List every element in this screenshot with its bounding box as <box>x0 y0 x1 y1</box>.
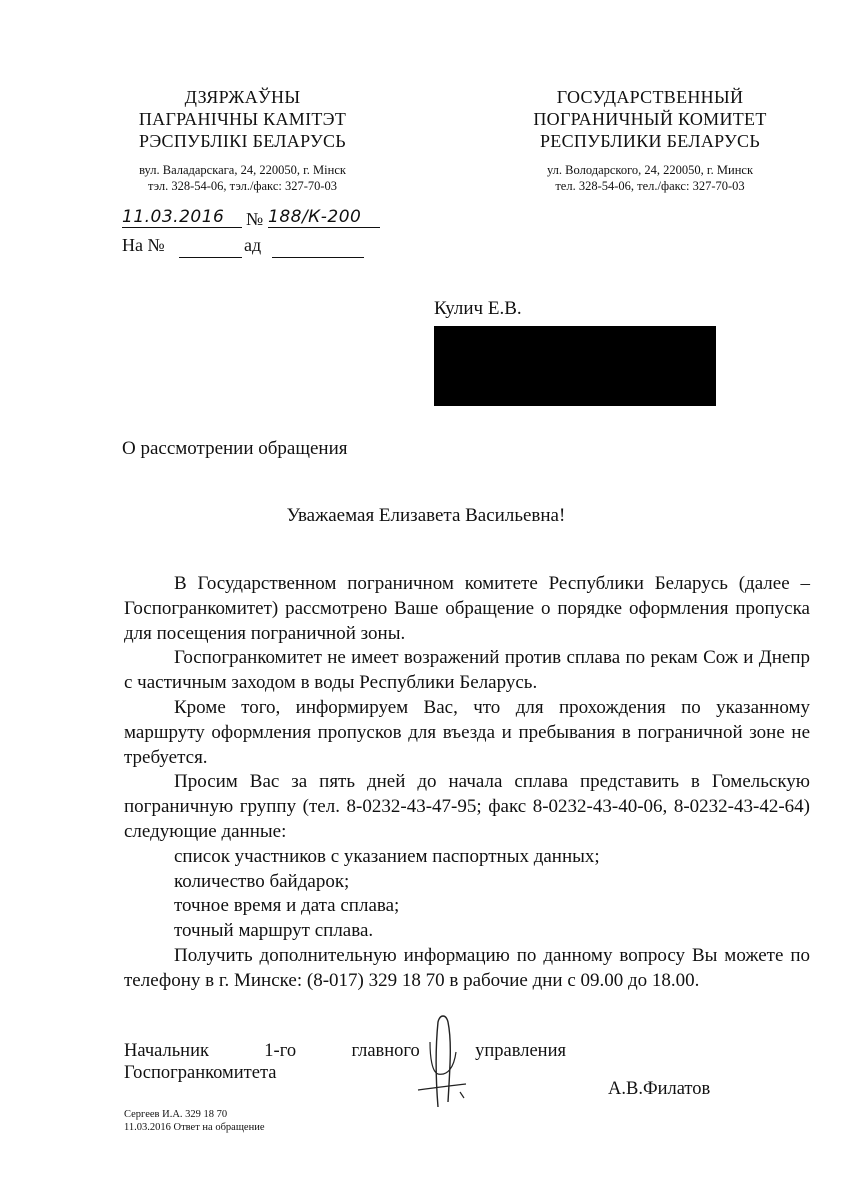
registration-number: 188/К-200 <box>268 207 380 228</box>
executor-date-file: 11.03.2016 Ответ на обращение <box>124 1122 265 1133</box>
paragraph-4: Просим Вас за пять дней до начала сплава представить в Гомельскую пограничную группу (тел. 8-0232-43-47-95; факс 8-0232-43-40-06, 8-0232-43-42-64) следующие данные: <box>124 771 810 842</box>
header-belarusian <box>110 86 375 194</box>
org-name-by-line3: РЭСПУБЛІКІ БЕЛАРУСЬ <box>139 131 346 151</box>
paragraph-2: Госпогранкомитет не имеет возражений против сплава по рекам Сож и Днепр с частичным заходом в воды Республики Беларусь. <box>124 647 810 694</box>
subject-line: О рассмотрении обращения <box>122 438 348 459</box>
paragraph-1: В Государственном пограничном комитете Республики Беларусь (далее – Госпогранкомитет) рассмотрено Ваше обращение о порядке оформления пропуска для посещения пограничной зоны. <box>124 573 810 644</box>
signatory-title-line1: Начальник 1-го главного управления <box>124 1041 566 1061</box>
registration-date: 11.03.2016 <box>122 207 242 228</box>
redacted-address <box>434 326 716 406</box>
salutation: Уважаемая Елизавета Васильевна! <box>286 505 566 526</box>
reference-from-label: ад <box>244 235 262 255</box>
reference-label: На № <box>122 235 165 255</box>
recipient-name: Кулич Е.В. <box>434 298 522 319</box>
number-sign: № <box>246 209 264 229</box>
letter-body <box>124 572 810 994</box>
org-name-ru-line3: РЕСПУБЛИКИ БЕЛАРУСЬ <box>539 131 760 151</box>
reference-date-blank <box>272 257 364 258</box>
registration-line <box>122 207 382 233</box>
phones-ru: тел. 328-54-06, тел./факс: 327-70-03 <box>555 179 745 193</box>
address-ru: ул. Володарского, 24, 220050, г. Минск <box>546 163 754 177</box>
list-item: список участников с указанием паспортных данных; <box>174 845 600 867</box>
list-item: количество байдарок; <box>174 870 350 892</box>
reference-number-blank <box>179 257 242 258</box>
handwritten-signature <box>408 1012 478 1112</box>
org-name-by-line1: ДЗЯРЖАЎНЫ <box>184 87 301 107</box>
org-name-by-line2: ПАГРАНІЧНЫ КАМІТЭТ <box>138 109 347 129</box>
signatory-title-line2: Госпогранкомитета <box>124 1063 277 1083</box>
address-by: вул. Валадарскага, 24, 220050, г. Мінск <box>139 163 346 177</box>
org-name-ru-line1: ГОСУДАРСТВЕННЫЙ <box>556 87 744 107</box>
executor-note <box>124 1108 264 1134</box>
paragraph-3: Кроме того, информируем Вас, что для прохождения по указанному маршруту оформления пропусков для въезда и пребывания в пограничной зоне не требуется. <box>124 696 810 768</box>
header-russian <box>520 86 780 194</box>
signatory-name: А.В.Филатов <box>608 1079 711 1099</box>
phones-by: тэл. 328-54-06, тэл./факс: 327-70-03 <box>147 179 338 193</box>
executor-name-phone: Сергеев И.А. 329 18 70 <box>124 1109 228 1120</box>
list-item: точный маршрут сплава. <box>174 920 374 942</box>
paragraph-5: Получить дополнительную информацию по данному вопросу Вы можете по телефону в г. Минске: (8-017) 329 18 70 в рабочие дни с 09.00 до 18.00. <box>124 944 810 991</box>
reference-line <box>122 235 382 259</box>
list-item: точное время и дата сплава; <box>174 895 400 917</box>
org-name-ru-line2: ПОГРАНИЧНЫЙ КОМИТЕТ <box>533 109 767 129</box>
